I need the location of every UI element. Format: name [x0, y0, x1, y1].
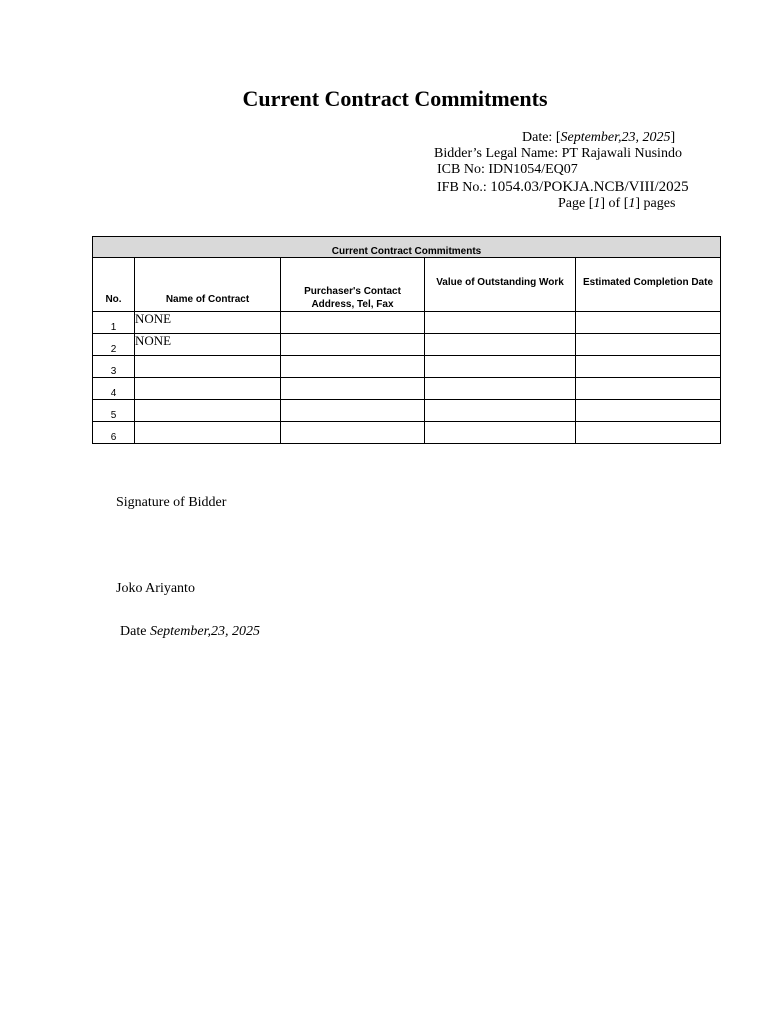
- table-row: [93, 422, 721, 444]
- date-value: September,23, 2025: [560, 130, 671, 145]
- value-cell: [425, 356, 576, 378]
- contract-commitments-table: [92, 236, 721, 444]
- value-cell: [425, 378, 576, 400]
- date-line: [522, 130, 675, 146]
- table-row: [93, 378, 721, 400]
- row-number: 5: [93, 400, 135, 422]
- column-header-completion: Estimated Completion Date: [576, 258, 721, 312]
- purchaser-cell: [281, 356, 425, 378]
- signature-date-line: [120, 624, 260, 640]
- signature-date-value: September,23, 2025: [149, 624, 260, 639]
- row-number: 2: [93, 334, 135, 356]
- column-header-purchaser: [281, 258, 425, 312]
- table-band-title: Current Contract Commitments: [93, 237, 721, 258]
- purchaser-cell: [281, 312, 425, 334]
- completion-cell: [576, 400, 721, 422]
- table-row: [93, 334, 721, 356]
- ifb-label: IFB No.:: [437, 180, 491, 195]
- table-row: [93, 356, 721, 378]
- row-number: 6: [93, 422, 135, 444]
- completion-cell: [576, 334, 721, 356]
- page-mid: ] of [: [600, 196, 629, 211]
- bidder-legal-name: Bidder’s Legal Name: PT Rajawali Nusindo: [434, 146, 682, 161]
- purchaser-cell: [281, 400, 425, 422]
- value-cell: [425, 312, 576, 334]
- purchaser-header-line2: Address, Tel, Fax: [311, 299, 394, 310]
- page-count-line: [558, 196, 675, 212]
- row-number: 3: [93, 356, 135, 378]
- value-cell: [425, 400, 576, 422]
- column-header-value: Value of Outstanding Work: [425, 258, 576, 312]
- purchaser-cell: [281, 378, 425, 400]
- signer-name: Joko Ariyanto: [116, 581, 195, 596]
- purchaser-cell: [281, 422, 425, 444]
- value-cell: [425, 334, 576, 356]
- contract-name-cell: [135, 356, 281, 378]
- contract-name-cell: NONE: [135, 334, 281, 356]
- date-close: ]: [670, 130, 676, 145]
- column-header-no: No.: [93, 258, 135, 312]
- signature-label: Signature of Bidder: [116, 495, 227, 510]
- row-number: 1: [93, 312, 135, 334]
- signature-date-label: Date: [120, 624, 150, 639]
- table-row: [93, 400, 721, 422]
- contract-name-cell: [135, 400, 281, 422]
- ifb-value: 1054.03/POKJA.NCB/VIII/2025: [490, 179, 689, 195]
- column-header-name: Name of Contract: [135, 258, 281, 312]
- completion-cell: [576, 312, 721, 334]
- purchaser-cell: [281, 334, 425, 356]
- table-row: [93, 312, 721, 334]
- completion-cell: [576, 356, 721, 378]
- completion-cell: [576, 422, 721, 444]
- row-number: 4: [93, 378, 135, 400]
- page-title: Current Contract Commitments: [242, 86, 548, 111]
- contract-name-cell: NONE: [135, 312, 281, 334]
- value-cell: [425, 422, 576, 444]
- contract-name-cell: [135, 378, 281, 400]
- completion-cell: [576, 378, 721, 400]
- page-current: 1: [593, 196, 601, 211]
- purchaser-header-line1: Purchaser's Contact: [304, 286, 401, 297]
- page-total: 1: [628, 196, 636, 211]
- page-close: ] pages: [635, 196, 676, 211]
- ifb-number-line: [437, 179, 689, 196]
- page-open: Page [: [558, 196, 594, 211]
- date-label: Date: [: [522, 130, 561, 145]
- contract-name-cell: [135, 422, 281, 444]
- icb-number: ICB No: IDN1054/EQ07: [437, 162, 578, 177]
